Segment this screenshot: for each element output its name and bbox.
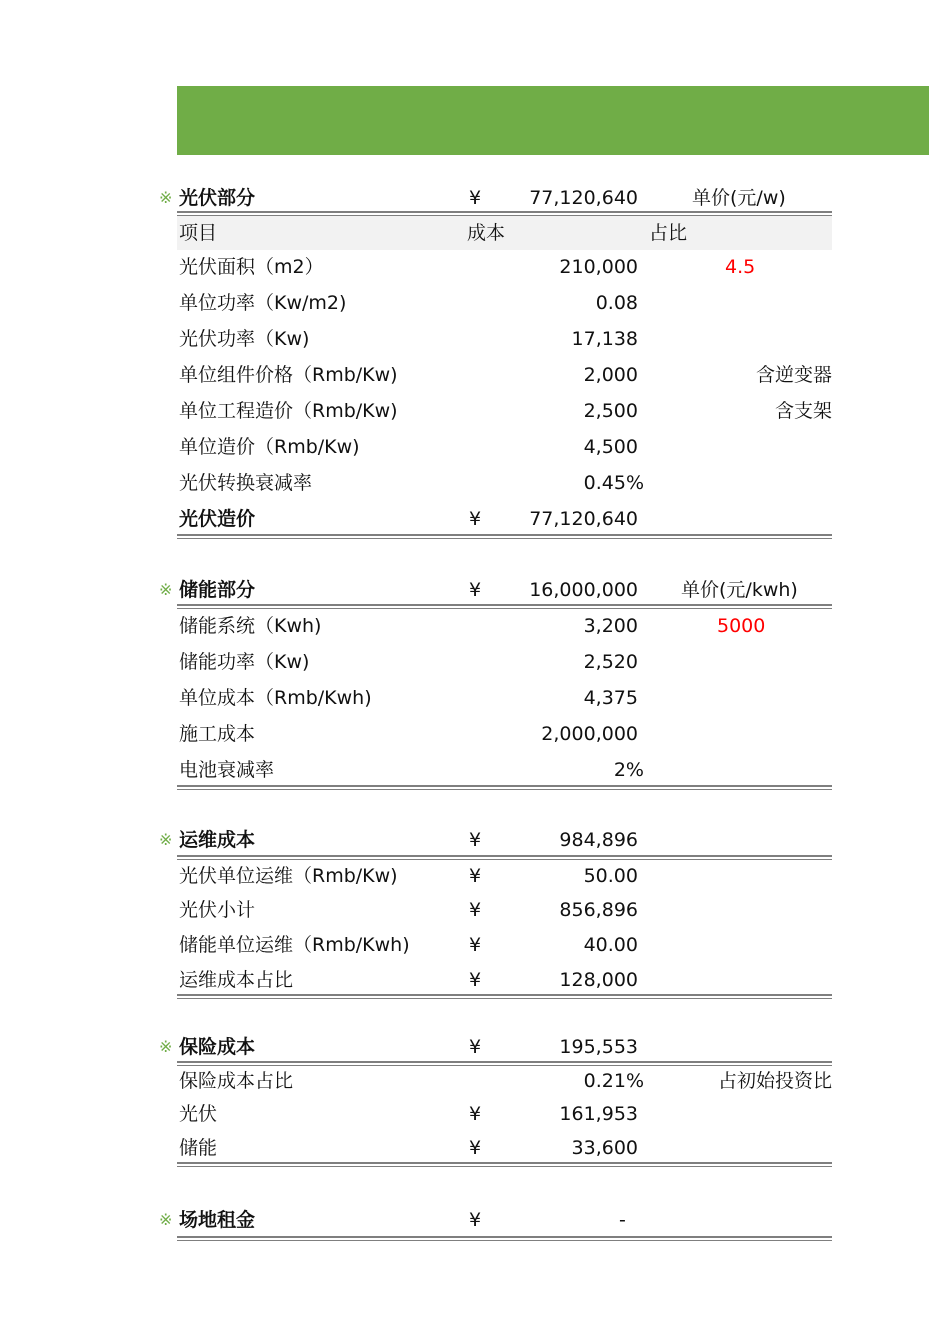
table-row [177, 468, 832, 498]
row-label: 施工成本 [179, 723, 256, 745]
col-ratio: 占比 [649, 222, 688, 244]
yen-symbol: ¥ [469, 899, 482, 921]
row-value: 0.21% [583, 1070, 644, 1092]
row-label: 电池衰减率 [179, 759, 275, 781]
om-title: 运维成本 [179, 829, 256, 851]
row-label: 储能 [179, 1137, 218, 1159]
yen-symbol: ¥ [469, 508, 482, 530]
yen-symbol: ¥ [469, 187, 482, 209]
pv-column-header [177, 216, 832, 250]
row-note: 5000 [717, 615, 766, 637]
yen-symbol: ¥ [469, 865, 482, 887]
divider [177, 785, 832, 790]
yen-symbol: ¥ [469, 1209, 482, 1231]
row-label: 保险成本占比 [179, 1070, 294, 1092]
divider [177, 604, 832, 609]
divider [177, 534, 832, 539]
row-value: 2,520 [583, 651, 638, 673]
pv-section-header [159, 183, 832, 213]
col-cost: 成本 [467, 222, 506, 244]
pv-title: 光伏部分 [179, 187, 256, 209]
om-section-header [159, 825, 832, 855]
row-label: 单位成本（Rmb/Kwh) [179, 687, 372, 709]
row-label: 单位功率（Kw/m2) [179, 292, 347, 314]
divider [177, 1236, 832, 1241]
storage-section-header [159, 575, 832, 605]
divider [177, 855, 832, 860]
table-row [177, 965, 832, 995]
row-label: 储能功率（Kw) [179, 651, 310, 673]
row-label: 运维成本占比 [179, 969, 294, 991]
table-row [177, 396, 832, 426]
table-row [177, 755, 832, 785]
table-row [177, 1133, 832, 1163]
divider [177, 1162, 832, 1167]
row-label: 光伏转换衰减率 [179, 472, 313, 494]
row-value: 2,000 [583, 364, 638, 386]
table-row [177, 895, 832, 925]
row-label: 光伏面积（m2） [179, 256, 324, 278]
header-banner [177, 86, 929, 155]
yen-symbol: ¥ [469, 934, 482, 956]
row-label: 单位组件价格（Rmb/Kw) [179, 364, 398, 386]
pv-unit-note: 单价(元/w) [692, 187, 786, 209]
row-value: 210,000 [559, 256, 638, 278]
row-value: 128,000 [559, 969, 638, 991]
section-mark-icon: ※ [159, 188, 173, 207]
divider [177, 994, 832, 999]
row-value: 40.00 [583, 934, 638, 956]
rent-title: 场地租金 [179, 1209, 256, 1231]
yen-symbol: ¥ [469, 1137, 482, 1159]
row-note: 含支架 [774, 400, 832, 422]
yen-symbol: ¥ [469, 969, 482, 991]
yen-symbol: ¥ [469, 1036, 482, 1058]
yen-symbol: ¥ [469, 829, 482, 851]
rent-section-header [159, 1205, 832, 1235]
row-label: 储能单位运维（Rmb/Kwh) [179, 934, 410, 956]
storage-title: 储能部分 [179, 579, 256, 601]
pv-footer-value: 77,120,640 [529, 508, 638, 530]
row-note: 含逆变器 [755, 364, 832, 386]
row-label: 储能系统（Kwh) [179, 615, 322, 637]
row-note: 4.5 [725, 256, 756, 278]
table-row [177, 861, 832, 891]
table-row [177, 719, 832, 749]
section-mark-icon: ※ [159, 830, 173, 849]
table-row [177, 324, 832, 354]
row-value: 0.08 [595, 292, 638, 314]
row-value: 17,138 [571, 328, 638, 350]
row-value: 2,500 [583, 400, 638, 422]
row-value: 50.00 [583, 865, 638, 887]
row-value: 4,500 [583, 436, 638, 458]
table-row [177, 683, 832, 713]
insurance-title: 保险成本 [179, 1036, 256, 1058]
pv-footer-label: 光伏造价 [179, 508, 256, 530]
yen-symbol: ¥ [469, 1103, 482, 1125]
table-row [177, 1099, 832, 1129]
table-row [177, 611, 832, 641]
table-row [177, 1066, 832, 1096]
row-value: 4,375 [583, 687, 638, 709]
table-row [177, 252, 832, 282]
row-value: 161,953 [559, 1103, 638, 1125]
row-value: 3,200 [583, 615, 638, 637]
yen-symbol: ¥ [469, 579, 482, 601]
section-mark-icon: ※ [159, 580, 173, 599]
table-row [177, 360, 832, 390]
row-value: 2% [613, 759, 644, 781]
table-row [177, 288, 832, 318]
row-label: 光伏单位运维（Rmb/Kw) [179, 865, 398, 887]
row-label: 光伏 [179, 1103, 218, 1125]
rent-total: - [619, 1209, 626, 1231]
col-item: 项目 [179, 222, 218, 244]
pv-total: 77,120,640 [529, 187, 638, 209]
row-label: 单位造价（Rmb/Kw) [179, 436, 360, 458]
section-mark-icon: ※ [159, 1037, 173, 1056]
insurance-section-header [159, 1032, 832, 1062]
section-mark-icon: ※ [159, 1210, 173, 1229]
table-row [177, 647, 832, 677]
pv-footer-row [177, 504, 832, 534]
row-value: 0.45% [583, 472, 644, 494]
row-label: 光伏小计 [179, 899, 256, 921]
om-total: 984,896 [559, 829, 638, 851]
insurance-total: 195,553 [559, 1036, 638, 1058]
row-value: 33,600 [571, 1137, 638, 1159]
row-label: 单位工程造价（Rmb/Kw) [179, 400, 398, 422]
row-note: 占初始投资比 [717, 1070, 832, 1092]
table-row [177, 930, 832, 960]
row-value: 2,000,000 [541, 723, 638, 745]
storage-total: 16,000,000 [529, 579, 638, 601]
row-label: 光伏功率（Kw) [179, 328, 310, 350]
storage-unit-note: 单价(元/kwh) [681, 579, 798, 601]
table-row [177, 432, 832, 462]
row-value: 856,896 [559, 899, 638, 921]
